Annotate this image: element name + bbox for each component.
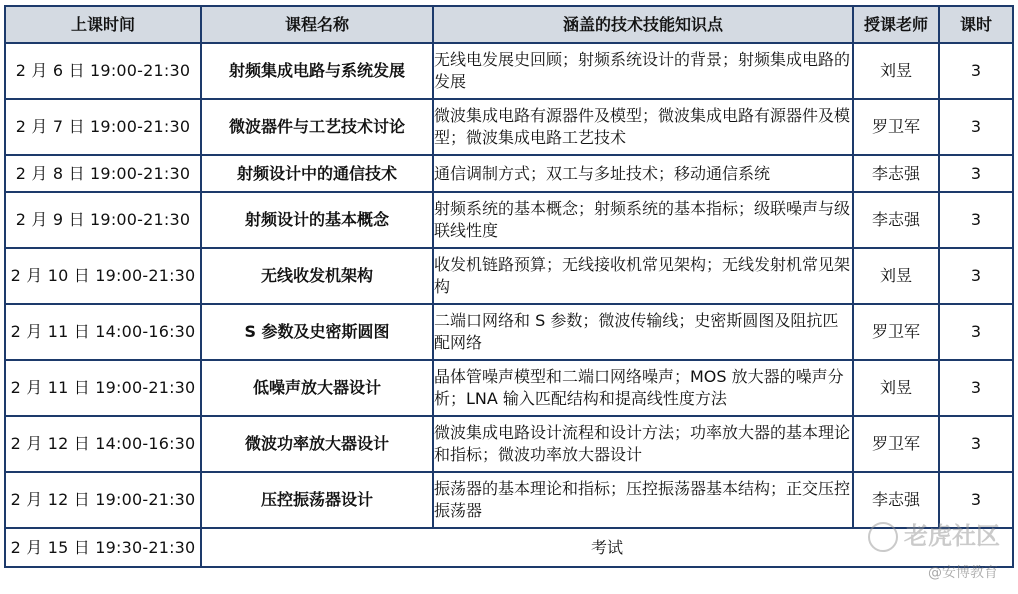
cell-hours: 3 (939, 360, 1013, 416)
cell-time: 2 月 11 日 14:00-16:30 (5, 304, 201, 360)
cell-hours: 3 (939, 304, 1013, 360)
cell-teacher: 刘昱 (853, 360, 939, 416)
course-schedule-table (4, 5, 1014, 568)
community-watermark-text: 老虎社区 (904, 522, 1000, 550)
cell-course: 射频集成电路与系统发展 (201, 43, 433, 99)
cell-topics: 通信调制方式；双工与多址技术；移动通信系统 (433, 155, 853, 192)
cell-topics: 二端口网络和 S 参数；微波传输线；史密斯圆图及阻抗匹配网络 (433, 304, 853, 360)
header-course: 课程名称 (201, 6, 433, 43)
cell-hours: 3 (939, 192, 1013, 248)
header-teacher: 授课老师 (853, 6, 939, 43)
cell-hours: 3 (939, 248, 1013, 304)
table-row (5, 472, 1013, 528)
cell-hours: 3 (939, 472, 1013, 528)
table-row (5, 360, 1013, 416)
header-time: 上课时间 (5, 6, 201, 43)
cell-course: 射频设计的基本概念 (201, 192, 433, 248)
cell-time: 2 月 12 日 14:00-16:30 (5, 416, 201, 472)
cell-time: 2 月 6 日 19:00-21:30 (5, 43, 201, 99)
table-row (5, 192, 1013, 248)
cell-teacher: 罗卫军 (853, 304, 939, 360)
table-row (5, 304, 1013, 360)
cell-time: 2 月 12 日 19:00-21:30 (5, 472, 201, 528)
cell-teacher: 李志强 (853, 472, 939, 528)
cell-time: 2 月 11 日 19:00-21:30 (5, 360, 201, 416)
cell-course: 无线收发机架构 (201, 248, 433, 304)
source-watermark: @安博教育 (928, 565, 998, 581)
cell-topics: 微波集成电路设计流程和设计方法；功率放大器的基本理论和指标；微波功率放大器设计 (433, 416, 853, 472)
cell-topics: 无线电发展史回顾；射频系统设计的背景；射频集成电路的发展 (433, 43, 853, 99)
cell-hours: 3 (939, 155, 1013, 192)
cell-time: 2 月 7 日 19:00-21:30 (5, 99, 201, 155)
cell-teacher: 李志强 (853, 155, 939, 192)
header-topics: 涵盖的技术技能知识点 (433, 6, 853, 43)
table-row (5, 248, 1013, 304)
cell-course: 压控振荡器设计 (201, 472, 433, 528)
cell-teacher: 罗卫军 (853, 99, 939, 155)
paw-logo-icon (868, 522, 898, 552)
table-row (5, 416, 1013, 472)
cell-course: 低噪声放大器设计 (201, 360, 433, 416)
exam-label: 考试 (201, 528, 1013, 567)
cell-course: S 参数及史密斯圆图 (201, 304, 433, 360)
cell-topics: 收发机链路预算；无线接收机常见架构；无线发射机常见架构 (433, 248, 853, 304)
cell-topics: 晶体管噪声模型和二端口网络噪声；MOS 放大器的噪声分析；LNA 输入匹配结构和提高线性度方法 (433, 360, 853, 416)
cell-teacher: 刘昱 (853, 43, 939, 99)
cell-course: 微波功率放大器设计 (201, 416, 433, 472)
header-row (5, 6, 1013, 43)
cell-hours: 3 (939, 99, 1013, 155)
cell-time: 2 月 15 日 19:30-21:30 (5, 528, 201, 567)
table-row (5, 43, 1013, 99)
table-row (5, 99, 1013, 155)
exam-row (5, 528, 1013, 567)
cell-teacher: 李志强 (853, 192, 939, 248)
cell-time: 2 月 9 日 19:00-21:30 (5, 192, 201, 248)
cell-course: 微波器件与工艺技术讨论 (201, 99, 433, 155)
cell-topics: 射频系统的基本概念；射频系统的基本指标；级联噪声与级联线性度 (433, 192, 853, 248)
cell-time: 2 月 8 日 19:00-21:30 (5, 155, 201, 192)
cell-topics: 微波集成电路有源器件及模型；微波集成电路有源器件及模型；微波集成电路工艺技术 (433, 99, 853, 155)
cell-time: 2 月 10 日 19:00-21:30 (5, 248, 201, 304)
table-row (5, 155, 1013, 192)
cell-course: 射频设计中的通信技术 (201, 155, 433, 192)
cell-teacher: 罗卫军 (853, 416, 939, 472)
cell-hours: 3 (939, 416, 1013, 472)
cell-hours: 3 (939, 43, 1013, 99)
header-hours: 课时 (939, 6, 1013, 43)
cell-teacher: 刘昱 (853, 248, 939, 304)
community-watermark (868, 516, 1000, 552)
cell-topics: 振荡器的基本理论和指标；压控振荡器基本结构；正交压控振荡器 (433, 472, 853, 528)
